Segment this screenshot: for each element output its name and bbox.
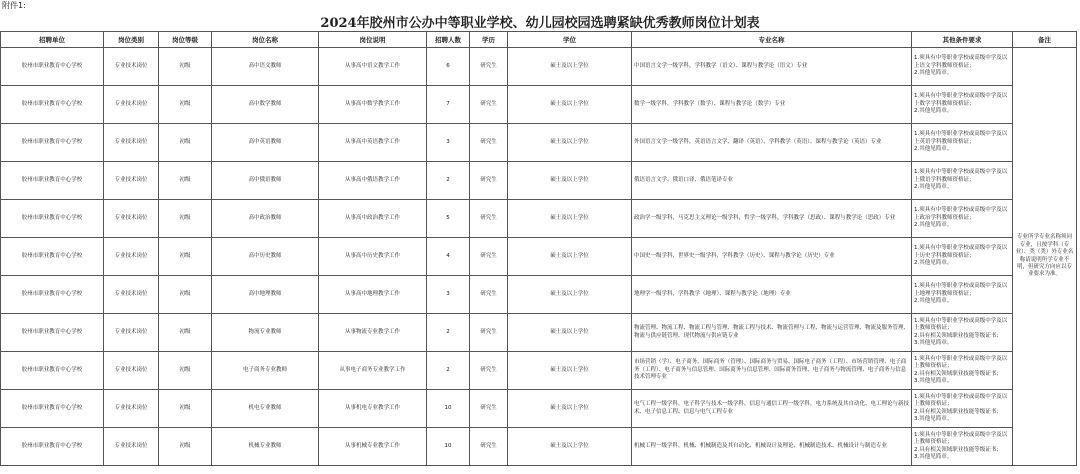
- cell-edu: 研究生: [470, 48, 508, 86]
- cell-category: 专业技术岗位: [104, 352, 159, 390]
- cell-edu: 研究生: [470, 276, 508, 314]
- cell-req: 1.须具有中等职业学校或高级中学及以上语文学科教师资格证； 2.其他见简章。: [912, 48, 1013, 86]
- cell-degree: 硕士及以上学位: [508, 86, 632, 124]
- table-row: [1, 428, 1077, 466]
- column-header: 学历: [470, 32, 508, 48]
- cell-desc: 从事高中英语教学工作: [319, 124, 427, 162]
- cell-edu: 研究生: [470, 86, 508, 124]
- cell-count: 3: [427, 124, 470, 162]
- cell-name: 高中语文教师: [212, 48, 319, 86]
- cell-edu: 研究生: [470, 162, 508, 200]
- cell-req: 1.须具有中等职业学校或高级中学及以上历史学科教师资格证； 2.其他见简章。: [912, 238, 1013, 276]
- cell-major: 政治学一级学科，马克思主义理论一级学科，哲学一级学科，学科教学（思政）、课程与教学论（思政）专业: [632, 200, 912, 238]
- cell-desc: 从事机械专业教学工作: [319, 428, 427, 466]
- column-header: 岗位类别: [104, 32, 159, 48]
- cell-level: 初级: [159, 162, 212, 200]
- table-row: [1, 314, 1077, 352]
- cell-edu: 研究生: [470, 390, 508, 428]
- cell-unit: 胶州市职业教育中心学校: [1, 200, 104, 238]
- cell-unit: 胶州市职业教育中心学校: [1, 428, 104, 466]
- cell-desc: 从事高中语文教学工作: [319, 48, 427, 86]
- cell-level: 初级: [159, 314, 212, 352]
- cell-unit: 胶州市职业教育中心学校: [1, 352, 104, 390]
- cell-category: 专业技术岗位: [104, 162, 159, 200]
- cell-desc: 从事物流专业教学工作: [319, 314, 427, 352]
- cell-category: 专业技术岗位: [104, 124, 159, 162]
- cell-note: 专业所学专业名称须同专业，且按学科（专业）、类（类）外专业名称请说明所学专业不明，但研究方向应以专业要求为准。: [1013, 48, 1077, 466]
- attachment-label: 附件1:: [2, 1, 26, 10]
- cell-desc: 从事高中数学教学工作: [319, 86, 427, 124]
- table-row: [1, 276, 1077, 314]
- cell-name: 物流专业教师: [212, 314, 319, 352]
- cell-degree: 硕士及以上学位: [508, 48, 632, 86]
- cell-unit: 胶州市职业教育中心学校: [1, 124, 104, 162]
- cell-count: 2: [427, 352, 470, 390]
- column-header: 招聘单位: [1, 32, 104, 48]
- column-header: 学位: [508, 32, 632, 48]
- cell-degree: 硕士及以上学位: [508, 276, 632, 314]
- cell-count: 2: [427, 314, 470, 352]
- cell-name: 高中数学教师: [212, 86, 319, 124]
- cell-desc: 从事高中政治教学工作: [319, 200, 427, 238]
- cell-category: 专业技术岗位: [104, 238, 159, 276]
- cell-req: 1.须具有中等职业学校或高级中学及以上政治学科教师资格证； 2.其他见简章。: [912, 200, 1013, 238]
- cell-desc: 从事高中俄语教学工作: [319, 162, 427, 200]
- cell-category: 专业技术岗位: [104, 48, 159, 86]
- table-row: [1, 238, 1077, 276]
- cell-count: 5: [427, 200, 470, 238]
- cell-req: 1.须具有中等职业学校或高级中学及以上地理学科教师资格证； 2.其他见简章。: [912, 276, 1013, 314]
- cell-unit: 胶州市职业教育中心学校: [1, 314, 104, 352]
- cell-level: 初级: [159, 200, 212, 238]
- cell-major: 市场营销（学）、电子商务、国际商务（管理）、国际商务与贸易、国际电子商务（工程）、市场营销管理、电子商务（工程）、电子商务与信息管理、国际商务与信息管理、国际商务管理、电子商务与物流管理、电子商务与信息技术管理专业: [632, 352, 912, 390]
- cell-level: 初级: [159, 428, 212, 466]
- cell-major: 俄语语言文学、俄语口译、俄语笔译专业: [632, 162, 912, 200]
- recruitment-table: [0, 31, 1077, 466]
- cell-name: 高中历史教师: [212, 238, 319, 276]
- cell-req: 1.须具有中等职业学校或高级中学及以上英语学科教师资格证； 2.其他见简章。: [912, 124, 1013, 162]
- cell-name: 高中英语教师: [212, 124, 319, 162]
- cell-level: 初级: [159, 48, 212, 86]
- cell-name: 高中俄语教师: [212, 162, 319, 200]
- cell-category: 专业技术岗位: [104, 276, 159, 314]
- cell-level: 初级: [159, 390, 212, 428]
- cell-degree: 硕士及以上学位: [508, 162, 632, 200]
- cell-count: 6: [427, 48, 470, 86]
- cell-degree: 硕士及以上学位: [508, 200, 632, 238]
- cell-desc: 从事高中历史教学工作: [319, 238, 427, 276]
- cell-req: 1.须具有中等职业学校或高级中学及以上教师资格证； 2.具有相关领域职业技能等级证书； 3.其他见简章。: [912, 428, 1013, 466]
- column-header: 岗位说明: [319, 32, 427, 48]
- cell-level: 初级: [159, 124, 212, 162]
- cell-degree: 硕士及以上学位: [508, 428, 632, 466]
- cell-major: 中国史一级学科，世界史一级学科，学科教学（历史）、课程与教学论（历史）专业: [632, 238, 912, 276]
- cell-req: 1.须具有中等职业学校或高级中学及以上俄语学科教师资格证； 2.其他见简章。: [912, 162, 1013, 200]
- cell-name: 电子商务专业教师: [212, 352, 319, 390]
- table-row: [1, 162, 1077, 200]
- table-row: [1, 86, 1077, 124]
- cell-req: 1.须具有中等职业学校或高级中学及以上教师资格证； 2.具有相关领域职业技能等级证书； 3.其他见简章。: [912, 352, 1013, 390]
- cell-desc: 从事电子商务专业教学工作: [319, 352, 427, 390]
- cell-degree: 硕士及以上学位: [508, 352, 632, 390]
- cell-edu: 研究生: [470, 124, 508, 162]
- cell-name: 机械专业教师: [212, 428, 319, 466]
- cell-category: 专业技术岗位: [104, 200, 159, 238]
- cell-count: 4: [427, 238, 470, 276]
- column-header: 专业名称: [632, 32, 912, 48]
- cell-degree: 硕士及以上学位: [508, 238, 632, 276]
- cell-count: 10: [427, 390, 470, 428]
- cell-level: 初级: [159, 276, 212, 314]
- cell-unit: 胶州市职业教育中心学校: [1, 48, 104, 86]
- column-header: 岗位名称: [212, 32, 319, 48]
- table-row: [1, 124, 1077, 162]
- cell-unit: 胶州市职业教育中心学校: [1, 390, 104, 428]
- table-header-row: [1, 32, 1077, 48]
- cell-req: 1.须具有中等职业学校或高级中学及以上教师资格证； 2.具有相关领域职业技能等级证书； 3.其他见简章。: [912, 314, 1013, 352]
- cell-degree: 硕士及以上学位: [508, 314, 632, 352]
- cell-req: 1.须具有中等职业学校或高级中学及以上数学学科教师资格证； 2.其他见简章。: [912, 86, 1013, 124]
- cell-count: 7: [427, 86, 470, 124]
- cell-name: 机电专业教师: [212, 390, 319, 428]
- cell-edu: 研究生: [470, 352, 508, 390]
- cell-major: 物流管理、物流工程、物流工程与管理、物流工程与技术、物流管理与工程、物流与运营管理、物流及服务管理、物流与供应链管理、现代物流与供应链专业: [632, 314, 912, 352]
- cell-count: 10: [427, 428, 470, 466]
- cell-unit: 胶州市职业教育中心学校: [1, 162, 104, 200]
- column-header: 其他条件要求: [912, 32, 1013, 48]
- cell-level: 初级: [159, 238, 212, 276]
- cell-edu: 研究生: [470, 428, 508, 466]
- cell-unit: 胶州市职业教育中心学校: [1, 238, 104, 276]
- cell-major: 外国语言文学一级学科，英语语言文学、翻译（英语）、学科教学（英语）、课程与教学论（英语）专业: [632, 124, 912, 162]
- cell-unit: 胶州市职业教育中心学校: [1, 276, 104, 314]
- cell-edu: 研究生: [470, 314, 508, 352]
- cell-category: 专业技术岗位: [104, 86, 159, 124]
- cell-name: 高中地理教师: [212, 276, 319, 314]
- column-header: 招聘人数: [427, 32, 470, 48]
- cell-count: 2: [427, 162, 470, 200]
- cell-desc: 从事机电专业教学工作: [319, 390, 427, 428]
- cell-major: 中国语言文学一级学科，学科教学（语文）、课程与教学论（语文）专业: [632, 48, 912, 86]
- table-row: [1, 48, 1077, 86]
- table-row: [1, 352, 1077, 390]
- table-row: [1, 390, 1077, 428]
- cell-req: 1.须具有中等职业学校或高级中学及以上教师资格证； 2.具有相关领域职业技能等级证书； 3.其他见简章。: [912, 390, 1013, 428]
- cell-major: 地理学一级学科，学科教学（地理）、课程与教学论（地理）专业: [632, 276, 912, 314]
- cell-name: 高中政治教师: [212, 200, 319, 238]
- cell-count: 3: [427, 276, 470, 314]
- cell-degree: 硕士及以上学位: [508, 124, 632, 162]
- cell-degree: 硕士及以上学位: [508, 390, 632, 428]
- column-header: 备注: [1013, 32, 1077, 48]
- cell-category: 专业技术岗位: [104, 314, 159, 352]
- column-header: 岗位等级: [159, 32, 212, 48]
- page-title: 2024年胶州市公办中等职业学校、幼儿园校园选聘紧缺优秀教师岗位计划表: [320, 16, 760, 31]
- cell-level: 初级: [159, 86, 212, 124]
- cell-edu: 研究生: [470, 238, 508, 276]
- cell-edu: 研究生: [470, 200, 508, 238]
- cell-major: 电气工程一级学科，电子科学与技术一级学科，信息与通信工程一级学科，电力系统及其自动化、电工理论与新技术、电子信息工程、信息与电气工程专业: [632, 390, 912, 428]
- cell-category: 专业技术岗位: [104, 428, 159, 466]
- cell-category: 专业技术岗位: [104, 390, 159, 428]
- cell-desc: 从事高中地理教学工作: [319, 276, 427, 314]
- cell-major: 机械工程一级学科，机械、机械制造及其自动化、机械设计及理论、机械制造技术、机械设计与制造专业: [632, 428, 912, 466]
- table-row: [1, 200, 1077, 238]
- cell-level: 初级: [159, 352, 212, 390]
- cell-major: 数学一级学科，学科教学（数学）、课程与教学论（数学）专业: [632, 86, 912, 124]
- cell-unit: 胶州市职业教育中心学校: [1, 86, 104, 124]
